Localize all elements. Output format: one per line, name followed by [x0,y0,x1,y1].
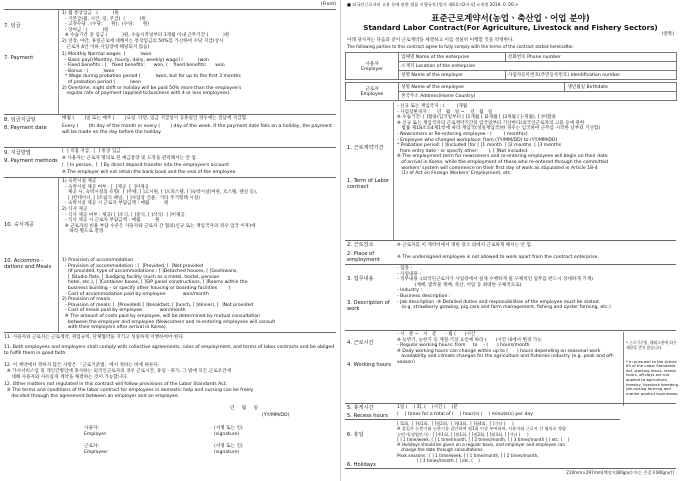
accommodation-ko-line: - 숙박시설 제공 시 근로자 부담금액 : 매월 원 [62,201,169,207]
work-line: - 업종 : [397,266,413,271]
contract-page-front [340,0,680,481]
employee-sign-ko: (서명 또는 인) [214,444,243,449]
intro-ko: 아래 당사자는 다음과 같이 근로계약을 체결하고 이를 성실히 이행할 것을 약정한다. [347,38,514,43]
paper-spec: 210mm×297mm[백상지(80g/㎡) 또는 중질지(80g/㎡)] [566,470,674,475]
wage-ko-line: 2) 연장, 야간, 휴일근로에 대해서는 통상임금의 50%를 가산하여 수당 지급(상시 [62,38,224,44]
accommodation-en-line: 1) Provision of accommodation [62,258,134,263]
payment-methods-label-en: 9. Payment methods [4,158,58,164]
wage-ko-line: - 상여금 : ( )원 [62,27,109,33]
employer-table-label-en: Employer [361,66,383,72]
accommodation-en-line: 2) Provision of meals [62,297,110,303]
employee-table [345,82,677,101]
work-line: - 직무내용 :(외국인근로자가 사업장에서 실제 수행하게 될 구체적인 업무를 반드시 상세하게 기재) [397,277,593,283]
payment-methods-ko: [ ] 직접 지급, [ ] 통장 입금 [62,149,121,154]
term-label-en: 1. Term of Labor contract [347,178,390,190]
wage-ko-line: - 고정수당 : (수당: 원), (수당: 원) [62,22,150,28]
accommodation-en-text [62,258,336,331]
accommodation-en-line: - Cost of meals paid by employee: won/month [62,308,186,314]
wage-en-line: - Basic pay[(Monthly, hourly, daily, weekly) wage] ( )won [62,57,209,63]
employer-id-field[interactable]: 사업자등록번호(주민등록번호) Identification number [505,71,676,80]
accommodation-en-line: - Provision of meals: [ ]Provided( [ ]breakfast, [ ]lunch, [ ]dinner), [ ]Not provided [62,302,254,308]
title-en: Standard Labor Contract(For Agriculture, Livestock and Fishery Sectors) [363,23,658,32]
employer-sign-ko: (서명 또는 인) [214,426,243,431]
holidays-line: [ ]1회, [ ]월1회, [ ]월2회, [ ]월3회, [ ]월4회, [ ]기타 ( ) [397,421,514,426]
recess-label-en: 5. Recess hours [347,413,388,419]
hours-label-en: 4. Working hours [347,362,391,368]
accommodation-en-line: business building – or specify other housing or boarding facilities ) [62,285,231,291]
employee-name-field[interactable]: 성명 Name of the employee [399,83,565,92]
accommodation-en-line: [ ]Studio flats, [ ]Lodging facility (such as a motel, hostel, pension [62,274,220,280]
clause-12-ko-note: ※ 가사서비스업 및 개인간병인에 종사하는 외국인근로자의 경우 근로시간, 휴일ㆍ휴가, 그 밖에 모든 근로조건에 [4,369,231,374]
place-ko: ※ 근로자를 이 계약서에서 정한 장소 외에서 근로하게 해서는 안 됨. [397,243,533,248]
work-line: - Industry : [397,288,423,294]
holidays-line: ※ Holidays should be given on a regular basis, and employer and employee can [397,442,565,448]
payment-date-ko: 매월 ( )일 또는 매주 ( )요일. 다만, 임금 지급일이 공휴일인 경우에는 전날에 지급함. [62,116,248,121]
recess-label-ko: 5. 휴게시간 [347,405,374,411]
employee-label-en: Employee: [84,450,109,455]
term-line: - Employee who changed workplace: from (YY/MM/DD) to (YY/MM/DD) [397,137,558,143]
holidays-line: [ ] 3 times/month, [ ] etc. ( ) [397,458,480,464]
employer-phone-field[interactable]: 전화번호 Phone number [505,53,676,62]
accommodation-en-line: between the employer and employee (Newcomers and re-entering employees will consult [62,319,276,325]
employer-person-field[interactable]: 성명 Name of the employer [399,71,506,80]
holidays-line: ※ 휴일은 농번기와 농한기를 감안하여 월1회 이상 부여하며, 사용자와 근로자 간 협의로 정함 [397,426,567,432]
hours-side-note [623,332,680,406]
hours-line: availability and climate changes for the agriculture and fisheries industry (e.g. peak and off-season) [397,354,614,365]
payment-methods-en: [ ] In person, [ ] By direct deposit transfer into the employee's account [62,163,230,168]
work-line: - 사업내용 : [397,271,421,277]
employer-sign-en: (signature) [214,432,240,437]
wage-ko-line: ※ 수습기간 중 임금 ( )원, 수습시작일부터 3개월 이내 근무기간 ( )원 [62,33,230,39]
accommodation-ko-line: [ ]컨테이너, [ ]조립식 패널, [ ]사업장 건물, 기타 주거형태 시설) [62,195,200,201]
employee-birthdate-field[interactable]: 생년월일 Birthdate [565,83,677,92]
term-line: workers' system will commence on their first day of work as stipulated in Article 18-4 [397,165,598,171]
accommodation-ko-text [62,179,336,235]
employer-table [345,52,677,80]
holidays-line: 농번기(생업안시) : [ ]주1회, [ ]월1회, [ ]월2회, [ ]월3회, [ ]기타 ( ) [397,431,529,437]
wage-en-line: - Bonus : ( )won [62,68,115,74]
clause-12-ko: 12. 이 계약에서 정하지 않은 사항은 「근로기준법」에서 정하는 바에 따른다. [4,363,160,368]
hours-line: - Regular working hours: from to - ( ) hours/month [397,343,530,349]
employee-table-label-ko: 근로자 [365,87,379,92]
recess-ko: 1일 ( ) 회, ( )시간 ( )분 [397,405,458,410]
accommodation-label-en: 10. Accommo -dations and Meals [4,258,52,270]
accommodation-ko-line: - 숙박시설 제공 여부 : [ ]제공 [ ]미제공 [62,184,150,190]
employer-name-field[interactable]: 업체명 Name of the enterprise [399,53,506,62]
accommodation-en-line: hotel, etc.), [ ]Container boxes, [ ]SIP panel constructions, [ ]Rooms within the [62,280,248,286]
wage-label: 7. 임금 7. Payment [4,23,34,61]
accommodation-en-line: (If provided, type of accommodations : [ ]Detached houses, [ ]Goshiwans, [62,269,238,275]
hours-line: ※ 농번기, 농한기 등 계절·기상 요인에 따라 ( )시간 내에서 변경 가능 [397,337,542,343]
hours-line: - 시 분 ~ 시 분 - 월 ( )시간 [397,332,476,337]
accommodation-ko-line: 1) 숙박시설 제공 [62,179,97,184]
accommodation-ko-line: 2) 식사 제공 [62,206,88,212]
wage-en-line: * Wage during probation period ( )won, but for up to the first 3 months [62,74,241,80]
wage-ko-line: 근로자 4인 이하 사업장에 해당되지 않음) [62,44,150,50]
holidays-line: change the date through consultations. [397,447,484,453]
term-line: - Newcomers or Re-entering employee : ( ) month(s) [397,131,528,137]
title-ko: 표준근로계약서(농업ㆍ축산업ㆍ어업 분야) [431,14,590,24]
term-label-ko: 1. 근로계약기간 [347,145,384,151]
hours-side-note-en: * In pursuant to the Article 63 of the Labor Standards Act, working hours, recess hours, off-days are not applied to agriculture, forestry, livestock breeding, silk-raising farming and marine product businesses. [626,358,680,396]
place-en: ※ The undersigned employee is not allowed to work apart from the contract enterprise. [397,255,599,260]
work-line: - Business description : [397,293,451,299]
term-line: (1) of Act on Foreign Workers' Employment, etc. [397,171,512,177]
accommodation-en-line: - Cost of accommodation paid by employee: won/month [62,291,209,297]
holidays-line: [ ] 1 time/week, [ ] 1 time/month, [ ] 2 times/month, [ ] 3 times/month [ ] etc. ( ) [397,436,570,442]
wage-en-line: 1) Monthly Normal wages ( )won [62,52,152,57]
holidays-line: Peak seasons : [ ] 1 time/week, [ ] 1 time/month, [ ] 2 times/month, [397,452,539,458]
term-line: ※ The employment term for newcomers and re-entering employees will begin on their date [397,154,608,160]
term-line: - 사업장변경자 : 년 월 일 ~ 년 월 일 [397,109,493,115]
term-line: 법률 제18조의4제1항에 따라 재입국(성실재입국)한 경우는 입국하여 근무를 시작한 날부터 기산함) [397,126,601,132]
payment-methods-label-ko: 9. 지급방법 [4,150,31,156]
accommodation-en-line: ※ The amount of costs paid by employee, will be determined by mutual consultation [62,313,261,319]
page-label-front: (앞쪽) [661,32,674,37]
intro-en: The following parties to this contract agree to fully comply with the terms of the contract stated hereinafter. [347,44,574,49]
accommodation-ko-line: ※ 근로자의 비용 부담 수준은 사용자와 근로자 간 협의(신규 또는 재입국자의 경우 입국 이후)에 [62,223,256,229]
employer-location-field[interactable]: 소재지 Location of the enterprise [399,62,677,71]
clause-12-en-note: ※ The terms and conditions of the labor contract for employees in domestic help and nursing can be freely [4,388,254,393]
page-label: (Front) [320,2,336,7]
employer-label-ko: 사용자: [84,426,99,431]
recess-en: ( ) times for a total of ( ) hour(s) ( ) minute(s) per day [397,412,533,417]
payment-methods-ko-note: ※ 사용자는 근로자 명의로 된 예금통장 및 도장을 관리해서는 안 됨. [62,156,198,161]
work-label-en: 3. Description of work [347,300,390,312]
term-line: * Probation period: [ ]Included (for [ ]1 month [ ]2 months [ ]3 months [397,143,562,149]
accommodation-ko-line: - 식사 제공 여부 : 제공( [ ]조식, [ ]중식, [ ]석식) [ ]미제공 [62,212,185,218]
clause-12-en: 12. Other matters not regulated in this contract will follow provisions of the Labor Standards Act. [4,382,228,387]
work-line: (재배, 밭작물 재배, 축산, 어업 등 최대한 구체적으로) [397,282,522,288]
place-label-en: 2. Place of employment [347,251,380,263]
holidays-label-en: 6. Holidays [347,462,376,468]
wage-ko-text [62,11,336,50]
accommodation-ko-line: - 식사 제공 시 근로자 부담금액 : 매월 원 [62,218,160,224]
employee-table-label-en: Employee [360,92,384,97]
term-line: - 신규 또는 재입국자 : ( )개월 [397,104,468,109]
work-line: (e.g. strawberry growing, pig care and farm management, fishing and oyster farming, etc.) [397,305,611,311]
term-line: ※ 수습기간: [ ]활용(입국일부터 [ ]1개월 [ ]2개월 [ ]3개월 [ ]-개월), [ ]미활용 [397,115,556,121]
wage-en-text [62,52,336,97]
term-line: ※ 신규 또는 재입국자의 근로계약기간의 입국일부터 기산한다(외국인근로자의 고용 등에 관한 [397,120,585,126]
clause-11-ko: 11. 사용자와 근로자는 근로계약, 취업규칙, 단체협약을 지키고 성실하게 이행하여야 한다. [4,335,185,340]
clause-12-ko-note2: 대해 사용자와 자유롭게 계약을 체결하는 것이 가능합니다. [4,375,129,380]
payment-date-en: Every ( )th day of the month or every ( ) day of the week. If the payment date falls on a holiday, the payment will be made on the day before the holiday. [62,124,334,135]
date-format: (YY/MM/DD) [262,413,290,418]
work-label-ko: 3. 업무내용 [347,276,374,282]
date-line: 년 월 일 [230,406,258,411]
clause-11-en: 11. Both employees and employers shall comply with collective agreements, rules of employment, and terms of labor contracts and be obliged to fulfill them in good faith. [4,345,336,356]
employee-sign-en: (signature) [214,450,240,455]
work-line: - Job description :※ Detailed duties and responsibilities of the employee must be stated. [397,299,601,305]
accommodation-ko-line: 따라 별도로 결정. [62,229,105,235]
clause-12-en-note2: decided through the agreement between an employer and an employee. [4,394,180,399]
form-reference: ■ 외국인근로자의 고용 등에 관한 법률 시행규칙 [별지 제6호의2서식] <개정 2019. 0. 00.> [347,2,519,7]
wage-en-line: of probation period ( )won [62,79,141,85]
work-text [397,266,677,311]
employer-label-en: Employer: [84,432,108,437]
accommodation-en-line: with their employers after arrival in Korea). [62,325,168,331]
employer-table-label-ko: 사용자 [365,61,379,67]
payment-date-label-ko: 8. 임금지급일 [4,117,36,123]
wage-en-line: 2) Overtime, night shift or holiday will be paid 50% more than the employee's [62,85,242,91]
place-label-ko: 2. 근로장소 [347,242,374,248]
term-text [397,104,677,177]
accommodation-en-line: - Provision of accommodation : [ ]Provided, [ ]Not provided [62,263,204,269]
wage-ko-line: 1) 월 통상임금 ( )원 [62,11,119,16]
term-line: of arrival in Korea, while the employment of those who re-entered through the committed [397,159,609,165]
wage-en-line: - Fixed benefits : ( fixed benefits: won, ( fixed benefits: won [62,63,225,69]
employee-address-field[interactable]: 본국주소 Address(Home Country) [399,92,677,101]
holidays-text [397,421,621,463]
hours-label-ko: 4. 근로시간 [347,340,374,346]
term-line: from entry date - or specify other: ), [ ]Not included. [397,148,529,154]
accommodation-label-ko: 10. 숙식제공 [4,222,34,228]
hours-line: ※ Daily working hours can change within up to ( ) hours depending on seasonal work [397,348,601,354]
wage-en-line: regular rate of payment (applied to business with 4 or less employees). [62,91,232,97]
employee-label-ko: 근로자: [84,444,99,449]
holidays-label-ko: 6. 휴일 [347,432,364,438]
hours-side-note-ko: * 근로기준법, 해외고용에 따른 제한을 받지 않습니다. [626,340,678,350]
payment-methods-en-note: ※ The employer will not retain the bank book and the seal of the employee. [62,170,237,175]
accommodation-ko-line: 제공 시, 숙박시설의 유형( [ ]주택, [ ]고시원, [ ]오피스텔, [ ]숙박시설(여관, 호스텔, 펜션 등), [62,190,258,196]
hours-text [397,332,619,366]
payment-date-label-en: 8. Payment date [4,125,47,131]
wage-ko-line: - 기본급(월, 시간, 일, 주급) ( )원 [62,16,146,22]
